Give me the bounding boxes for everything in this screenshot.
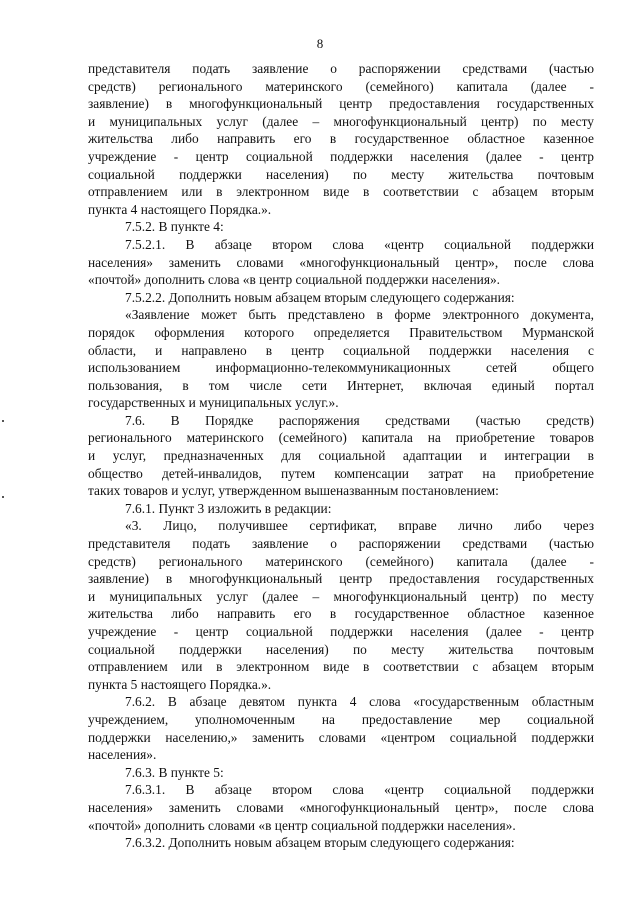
- text-line: социальной поддержки населения) по месту жительства почтовым: [88, 641, 594, 657]
- margin-speck: [2, 496, 4, 498]
- text-line: отправлением или в электронном виде в соответствии с абзацем вторым: [88, 184, 594, 200]
- text-line: пользования, в том числе сети Интернет, включая единый портал: [88, 377, 594, 393]
- text-line: жительства либо направить его в государственное областное казенное: [88, 606, 594, 622]
- text-line: учреждение - центр социальной поддержки населения (далее - центр: [88, 624, 594, 639]
- text-line: жительства либо направить его в государственное областное казенное: [88, 131, 594, 147]
- page-number: 8: [316, 36, 324, 51]
- text-line: и услуг, предназначенных для социальной адаптации и интеграции в: [88, 448, 594, 464]
- text-line: общество детей-инвалидов, путем компенсации затрат на приобретение: [88, 465, 594, 481]
- text-line: представителя подать заявление о распоряжении средствами (частью: [88, 536, 594, 552]
- text-line: «почтой» дополнить словами «в центр социальной поддержки населения».: [88, 817, 516, 833]
- text-line: и муниципальных услуг (далее – многофункциональный центр) по месту: [88, 113, 594, 129]
- text-line: поддержки населению,» заменить словами «центром социальной поддержки: [88, 729, 594, 745]
- text-line: и муниципальных услуг (далее – многофункциональный центр) по месту: [88, 588, 594, 604]
- text-line: регионального материнского (семейного) капитала на приобретение товаров: [88, 430, 594, 446]
- text-line: социальной поддержки населения) по месту жительства почтовым: [88, 166, 594, 182]
- text-line: государственных и муниципальных услуг.».: [88, 395, 339, 411]
- text-line: «3. Лицо, получившее сертификат, вправе лично либо через: [125, 518, 594, 534]
- document-body: [88, 60, 594, 852]
- text-line: 7.6. В Порядке распоряжения средствами (частью средств): [125, 412, 594, 428]
- text-line: использованием информационно-телекоммуникационных сетей общего: [88, 360, 594, 376]
- text-line: учреждение - центр социальной поддержки населения (далее - центр: [88, 148, 594, 164]
- text-line: области, и направлено в центр социальной поддержки населения с: [88, 342, 594, 358]
- text-line: средств) регионального материнского (семейного) капитала (далее -: [88, 78, 594, 94]
- text-line: 7.6.3. В пункте 5:: [125, 764, 224, 780]
- text-line: таких товаров и услуг, утвержденном вышеназванным постановлением:: [88, 483, 499, 499]
- text-line: представителя подать заявление о распоряжении средствами (частью: [88, 61, 594, 76]
- text-line: «почтой» дополнить слова «в центр социальной поддержки населения».: [88, 272, 501, 288]
- text-line: 7.6.3.2. Дополнить новым абзацем вторым следующего содержания:: [125, 835, 515, 851]
- text-line: заявление) в многофункциональный центр предоставления государственных: [88, 571, 594, 587]
- text-line: 7.6.2. В абзаце девятом пункта 4 слова «государственным областным: [125, 694, 594, 710]
- text-line: населения» заменить словами «многофункциональный центр», после слова: [88, 799, 594, 815]
- text-line: заявление) в многофункциональный центр предоставления государственных: [88, 96, 594, 112]
- text-line: 7.6.1. Пункт 3 изложить в редакции:: [125, 500, 332, 516]
- text-line: населения» заменить словами «многофункциональный центр», после слова: [88, 254, 594, 270]
- text-line: 7.5.2.2. Дополнить новым абзацем вторым следующего содержания:: [125, 289, 515, 305]
- text-line: отправлением или в электронном виде в соответствии с абзацем вторым: [88, 659, 594, 675]
- text-line: населения».: [88, 747, 157, 763]
- text-line: 7.5.2.1. В абзаце втором слова «центр социальной поддержки: [125, 236, 594, 252]
- text-line: «Заявление может быть представлено в форме электронного документа,: [125, 307, 594, 323]
- text-line: 7.6.3.1. В абзаце втором слова «центр социальной поддержки: [125, 782, 594, 798]
- text-line: средств) регионального материнского (семейного) капитала (далее -: [88, 553, 594, 569]
- text-line: учреждением, уполномоченным на предоставление мер социальной: [88, 711, 594, 727]
- text-line: пункта 4 настоящего Порядка.».: [88, 201, 272, 217]
- text-line: пункта 5 настоящего Порядка.».: [88, 676, 272, 692]
- margin-speck: [2, 420, 4, 422]
- text-line: 7.5.2. В пункте 4:: [125, 219, 224, 235]
- text-line: порядок оформления которого определяется Правительством Мурманской: [88, 324, 594, 340]
